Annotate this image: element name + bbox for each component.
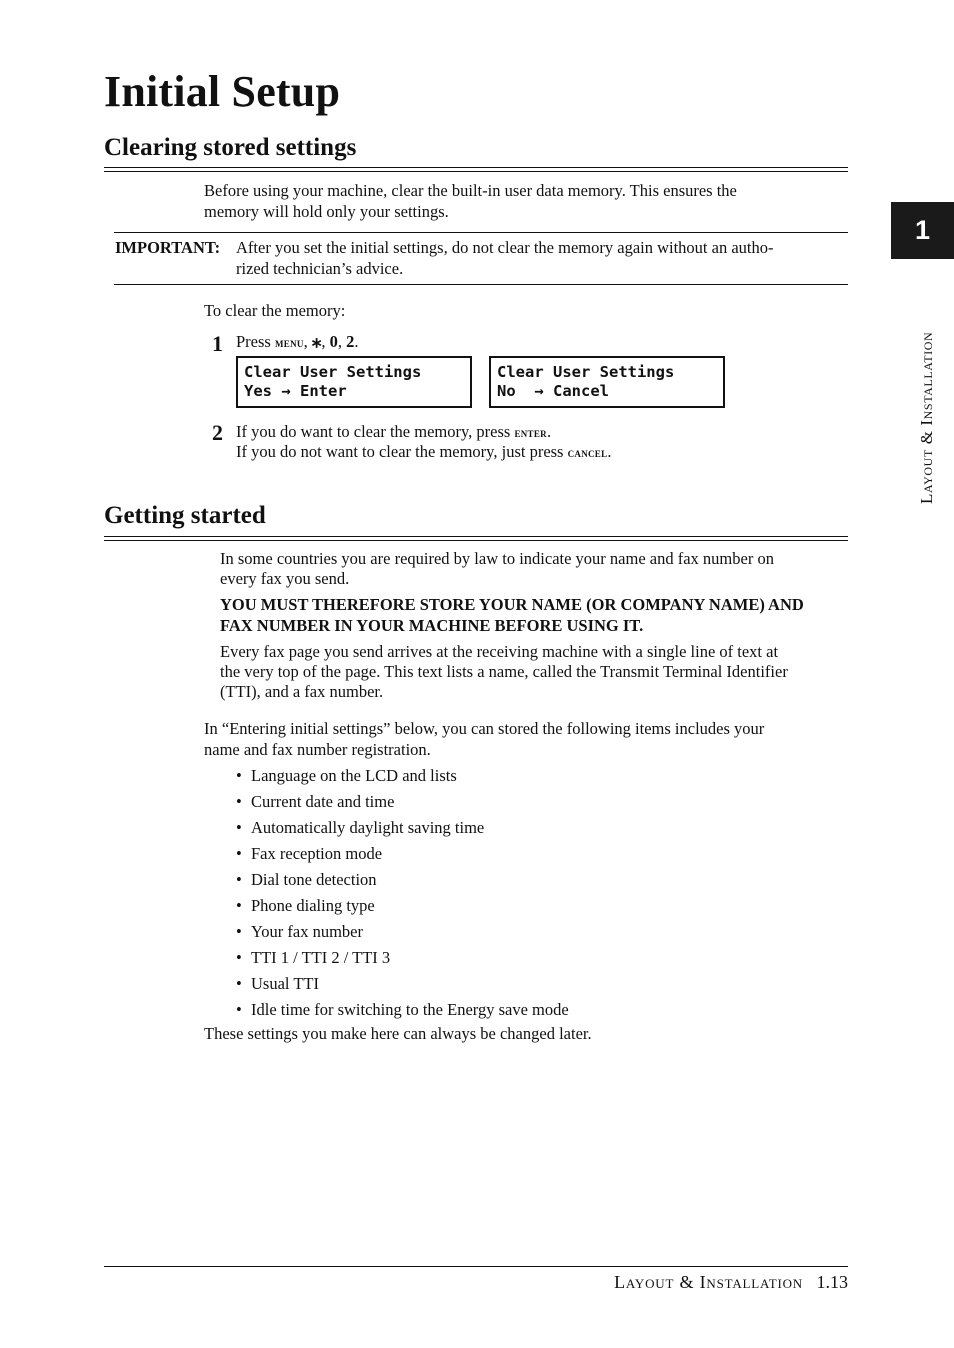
list-item-text: Language on the LCD and lists xyxy=(251,766,457,785)
section-rule xyxy=(104,536,848,541)
list-item xyxy=(236,999,569,1025)
list-item-text: Current date and time xyxy=(251,792,395,811)
lcd-line-2: Yes → Enter xyxy=(244,382,347,400)
list-item-text: Fax reception mode xyxy=(251,844,383,863)
footer-rule xyxy=(104,1266,848,1267)
page-title: Initial Setup xyxy=(104,67,341,116)
bullet: • xyxy=(236,818,242,837)
warning-line-2: FAX NUMBER IN YOUR MACHINE BEFORE USING IT. xyxy=(220,616,644,635)
list-item-text: Idle time for switching to the Energy save mode xyxy=(251,1000,569,1019)
chapter-tab: 1 xyxy=(891,202,954,259)
step-2-number: 2 xyxy=(212,420,223,445)
to-clear-text: To clear the memory: xyxy=(204,301,346,320)
two-key: 2 xyxy=(346,332,355,351)
list-item xyxy=(236,765,569,791)
list-item xyxy=(236,947,569,973)
section-rule xyxy=(104,167,848,172)
intro-line-2: memory will hold only your settings. xyxy=(204,202,449,221)
list-item-text: Usual TTI xyxy=(251,974,319,993)
separator: , xyxy=(321,332,330,351)
tti-line-2: the very top of the page. This text lists a name, called the Transmit Terminal Identifier xyxy=(220,662,788,681)
warning-line-1: YOU MUST THEREFORE STORE YOUR NAME (OR COMPANY NAME) AND xyxy=(220,595,804,614)
list-item xyxy=(236,921,569,947)
list-item xyxy=(236,843,569,869)
page-number: 1.13 xyxy=(816,1272,848,1292)
period: . xyxy=(354,332,359,351)
list-item-text: Phone dialing type xyxy=(251,896,375,915)
star-key: ⁎ xyxy=(311,331,322,352)
bullet: • xyxy=(236,1000,242,1019)
settings-list xyxy=(236,765,569,1025)
lcd-display-no xyxy=(489,356,725,408)
footer-section: Layout & Installation xyxy=(614,1272,803,1292)
bullet: • xyxy=(236,870,242,889)
bullet: • xyxy=(236,948,242,967)
law-line-2: every fax you send. xyxy=(220,569,350,588)
bullet: • xyxy=(236,844,242,863)
separator: , xyxy=(303,332,312,351)
list-item-text: Dial tone detection xyxy=(251,870,377,889)
separator: , xyxy=(337,332,347,351)
bullet: • xyxy=(236,766,242,785)
enter-key: enter xyxy=(514,425,547,440)
list-item xyxy=(236,869,569,895)
important-label: IMPORTANT: xyxy=(115,238,221,257)
section-heading-clearing: Clearing stored settings xyxy=(104,134,357,161)
step-1-number: 1 xyxy=(212,331,223,356)
list-item-text: Your fax number xyxy=(251,922,363,941)
zero-key: 0 xyxy=(329,332,338,351)
important-top-rule xyxy=(114,232,848,233)
step-2-text: If you do want to clear the memory, press xyxy=(236,422,515,441)
page-footer xyxy=(614,1272,848,1293)
section-heading-getting-started: Getting started xyxy=(104,502,266,529)
lcd-line-1: Clear User Settings xyxy=(497,363,675,381)
list-item xyxy=(236,973,569,999)
list-item-text: Automatically daylight saving time xyxy=(251,818,485,837)
step-2-line-2 xyxy=(236,441,612,463)
important-line-1: After you set the initial settings, do not clear the memory again without an autho- xyxy=(236,238,774,257)
law-line-1: In some countries you are required by law to indicate your name and fax number on xyxy=(220,549,774,568)
bullet: • xyxy=(236,922,242,941)
bullet: • xyxy=(236,974,242,993)
menu-key: menu xyxy=(274,335,304,350)
step-1-text xyxy=(236,331,359,353)
list-item-text: TTI 1 / TTI 2 / TTI 3 xyxy=(251,948,391,967)
bullet: • xyxy=(236,792,242,811)
step-2-text: If you do not want to clear the memory, just press xyxy=(236,442,568,461)
period: . xyxy=(607,442,612,461)
cancel-key: cancel xyxy=(567,445,608,460)
important-bottom-rule xyxy=(114,284,848,285)
lcd-display-yes xyxy=(236,356,472,408)
important-line-2: rized technician’s advice. xyxy=(236,259,404,278)
items-intro-line-2: name and fax number registration. xyxy=(204,740,431,759)
list-item xyxy=(236,791,569,817)
side-section-label: Layout & Installation xyxy=(917,331,936,504)
list-item xyxy=(236,895,569,921)
tti-line-1: Every fax page you send arrives at the receiving machine with a single line of text at xyxy=(220,642,779,661)
step-2-line-1 xyxy=(236,421,551,443)
tti-line-3: (TTI), and a fax number. xyxy=(220,682,384,701)
step-1-press: Press xyxy=(236,332,275,351)
bullet: • xyxy=(236,896,242,915)
lcd-line-2: No → Cancel xyxy=(497,382,609,400)
items-intro-line-1: In “Entering initial settings” below, you can stored the following items includes your xyxy=(204,719,765,738)
period: . xyxy=(546,422,552,441)
intro-line-1: Before using your machine, clear the built-in user data memory. This ensures the xyxy=(204,181,737,200)
list-item xyxy=(236,817,569,843)
closing-text: These settings you make here can always be changed later. xyxy=(204,1024,592,1043)
lcd-line-1: Clear User Settings xyxy=(244,363,422,381)
